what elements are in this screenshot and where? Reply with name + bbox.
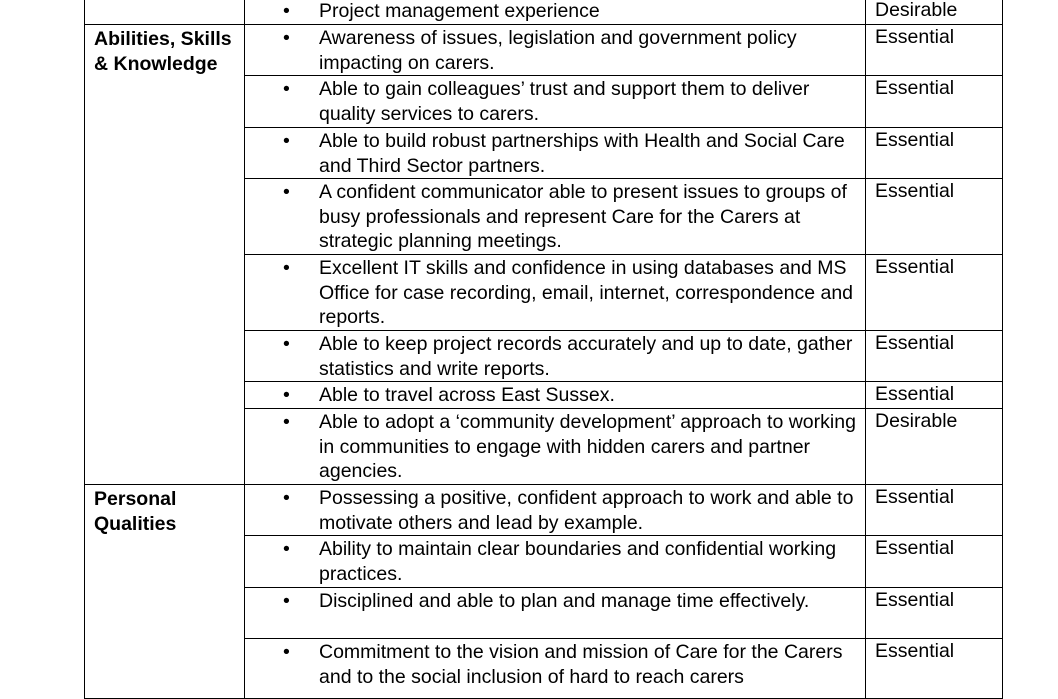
criterion-text: Disciplined and able to plan and manage time effectively. xyxy=(319,590,810,612)
bullet-icon: • xyxy=(283,333,290,355)
criterion-cell xyxy=(245,128,866,179)
level-cell: Essential xyxy=(866,536,1003,588)
criterion-cell xyxy=(245,536,866,588)
criterion-cell xyxy=(245,255,866,331)
level-cell: Essential xyxy=(866,639,1003,699)
table-row xyxy=(85,485,1003,536)
table-row xyxy=(85,25,1003,76)
person-specification-table xyxy=(84,0,1003,699)
criterion-text: Ability to maintain clear boundaries and confidential working practices. xyxy=(319,538,837,585)
criterion-cell xyxy=(245,485,866,536)
criterion-cell xyxy=(245,588,866,639)
bullet-icon: • xyxy=(283,590,290,612)
level-cell: Essential xyxy=(866,179,1003,255)
bullet-icon: • xyxy=(283,384,290,406)
category-cell: Personal Qualities xyxy=(85,485,245,699)
criterion-text: Project management experience xyxy=(319,0,600,22)
criterion-cell xyxy=(245,382,866,409)
criterion-cell xyxy=(245,0,866,25)
criterion-text: Able to keep project records accurately and up to date, gather statistics and write reports. xyxy=(319,333,853,380)
bullet-icon: • xyxy=(283,641,290,663)
bullet-icon: • xyxy=(283,0,290,22)
bullet-icon: • xyxy=(283,411,290,433)
criterion-cell xyxy=(245,25,866,76)
bullet-icon: • xyxy=(283,538,290,560)
criterion-text: Possessing a positive, confident approach to work and able to motivate others and lead by example. xyxy=(319,487,854,534)
level-cell: Essential xyxy=(866,588,1003,639)
bullet-icon: • xyxy=(283,27,290,49)
table-row xyxy=(85,0,1003,25)
level-cell: Essential xyxy=(866,255,1003,331)
bullet-icon: • xyxy=(283,487,290,509)
level-cell: Essential xyxy=(866,382,1003,409)
level-cell: Desirable xyxy=(866,0,1003,25)
level-cell: Essential xyxy=(866,25,1003,76)
criterion-cell xyxy=(245,76,866,128)
bullet-icon: • xyxy=(283,130,290,152)
category-cell: Abilities, Skills & Knowledge xyxy=(85,25,245,485)
criterion-cell xyxy=(245,639,866,699)
criterion-text: Commitment to the vision and mission of Care for the Carers and to the social inclusion of hard to reach carers xyxy=(319,641,843,688)
criterion-text: Awareness of issues, legislation and government policy impacting on carers. xyxy=(319,27,797,74)
criterion-cell xyxy=(245,331,866,382)
criterion-text: Excellent IT skills and confidence in using databases and MS Office for case recording, email, internet, correspondence and reports. xyxy=(319,257,854,328)
category-cell xyxy=(85,0,245,25)
level-cell: Essential xyxy=(866,128,1003,179)
level-cell: Essential xyxy=(866,76,1003,128)
level-cell: Essential xyxy=(866,331,1003,382)
bullet-icon: • xyxy=(283,257,290,279)
criterion-text: A confident communicator able to present issues to groups of busy professionals and represent Care for the Carers at strategic planning meetings. xyxy=(319,181,847,252)
criterion-text: Able to adopt a ‘community development’ approach to working in communities to engage with hidden carers and partner agencies. xyxy=(319,411,856,482)
criterion-text: Able to build robust partnerships with Health and Social Care and Third Sector partners. xyxy=(319,130,845,177)
bullet-icon: • xyxy=(283,181,290,203)
criterion-text: Able to travel across East Sussex. xyxy=(319,384,615,406)
criterion-cell xyxy=(245,409,866,485)
criterion-cell xyxy=(245,179,866,255)
criterion-text: Able to gain colleagues’ trust and support them to deliver quality services to carers. xyxy=(319,78,810,125)
level-cell: Essential xyxy=(866,485,1003,536)
bullet-icon: • xyxy=(283,78,290,100)
level-cell: Desirable xyxy=(866,409,1003,485)
